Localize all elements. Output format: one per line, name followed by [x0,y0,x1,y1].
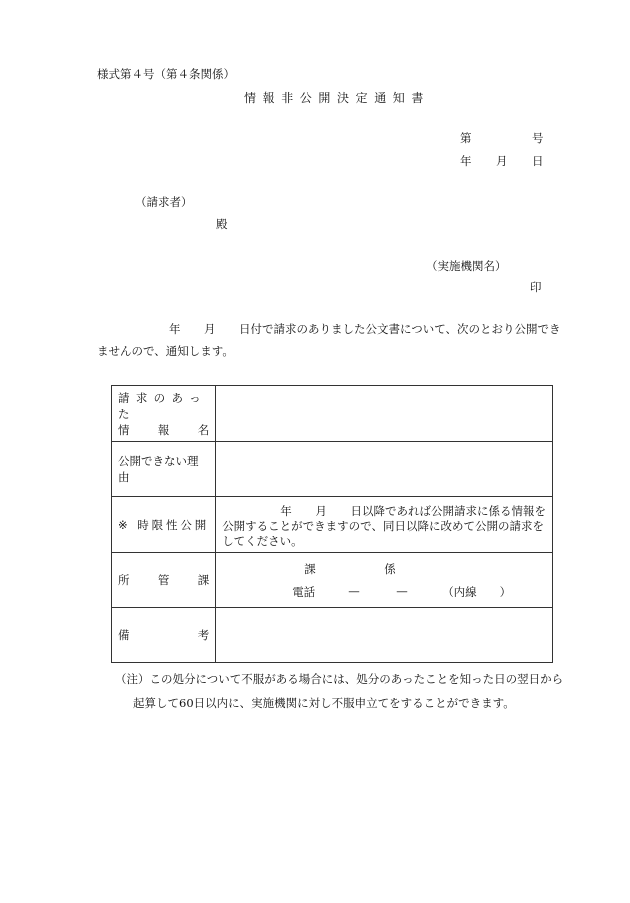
body-line2: ませんので、通知します。 [97,344,234,358]
label-line [118,422,209,438]
label-char: 報 [157,422,170,437]
table-row [112,386,553,442]
label-char: 備 [118,628,130,642]
body-year: 年 [169,322,181,336]
table-row [112,442,553,497]
timed-year: 年 [280,503,292,518]
seal-mark: 印 [530,280,542,294]
dept-kakari: 係 [384,562,396,576]
dept-dash-2: — [396,584,408,598]
row-label-reason [112,442,216,497]
requested-info-value[interactable] [216,386,553,442]
timed-line2: 公開することができますので、同日以降に改めて公開の請求を [222,518,544,533]
table-row [112,608,553,663]
timed-line3: してください。 [222,533,303,548]
label-line [118,627,209,643]
date-month: 月 [496,154,508,168]
label-text: 請求のあった [118,390,208,421]
requester-label: （請求者） [135,195,193,209]
timed-text1: 日以降であれば公開請求に係る情報を [350,503,546,518]
date-year: 年 [460,154,472,168]
label-char: 情 [118,422,130,437]
date-go: 号 [532,131,544,145]
form-number: 様式第４号（第４条関係） [97,67,235,81]
body-month: 月 [204,322,216,336]
timed-month: 月 [315,503,327,518]
label-line [118,390,209,422]
row-label-remarks [112,608,216,663]
label-char: 管 [157,573,170,587]
row-label-requested-info [112,386,216,442]
dept-tel-label: 電話 [292,585,316,599]
agency-label: （実施機関名） [426,259,507,273]
requester-honorific: 殿 [216,217,228,231]
department-value [216,553,553,608]
note-line2: 起算して60日以内に、実施機関に対し不服申立てをすることができます。 [133,696,515,710]
timed-disclosure-value [216,497,553,553]
body-line1: 日付で請求のありました公文書について、次のとおり公開でき [239,322,561,336]
label-char: 名 [197,422,210,437]
reason-value[interactable] [216,442,553,497]
dept-extension: （内線 ） [442,585,512,599]
dept-ka: 課 [304,562,316,576]
table-row [112,553,553,608]
label-char: 考 [197,628,210,642]
date-dai: 第 [460,131,472,145]
remarks-value[interactable] [216,608,553,663]
asterisk-mark: ※ [118,517,128,532]
row-label-timed-disclosure [112,497,216,553]
row-label-department [112,553,216,608]
table-row [112,497,553,553]
document-title: 情報非公開決定通知書 [244,91,431,105]
dept-dash-1: — [348,584,360,598]
label-text: 公開できない理由 [118,454,199,484]
note-block [115,667,585,715]
label-line [118,572,209,588]
notice-table [111,385,553,663]
label-char: 所 [118,573,130,587]
label-char: 課 [197,573,210,587]
note-line1: （注）この処分について不服がある場合には、処分のあったことを知った日の翌日から [115,672,564,686]
label-text: 時限性公開 [137,517,210,532]
timed-line1 [222,504,546,519]
date-day: 日 [532,154,544,168]
